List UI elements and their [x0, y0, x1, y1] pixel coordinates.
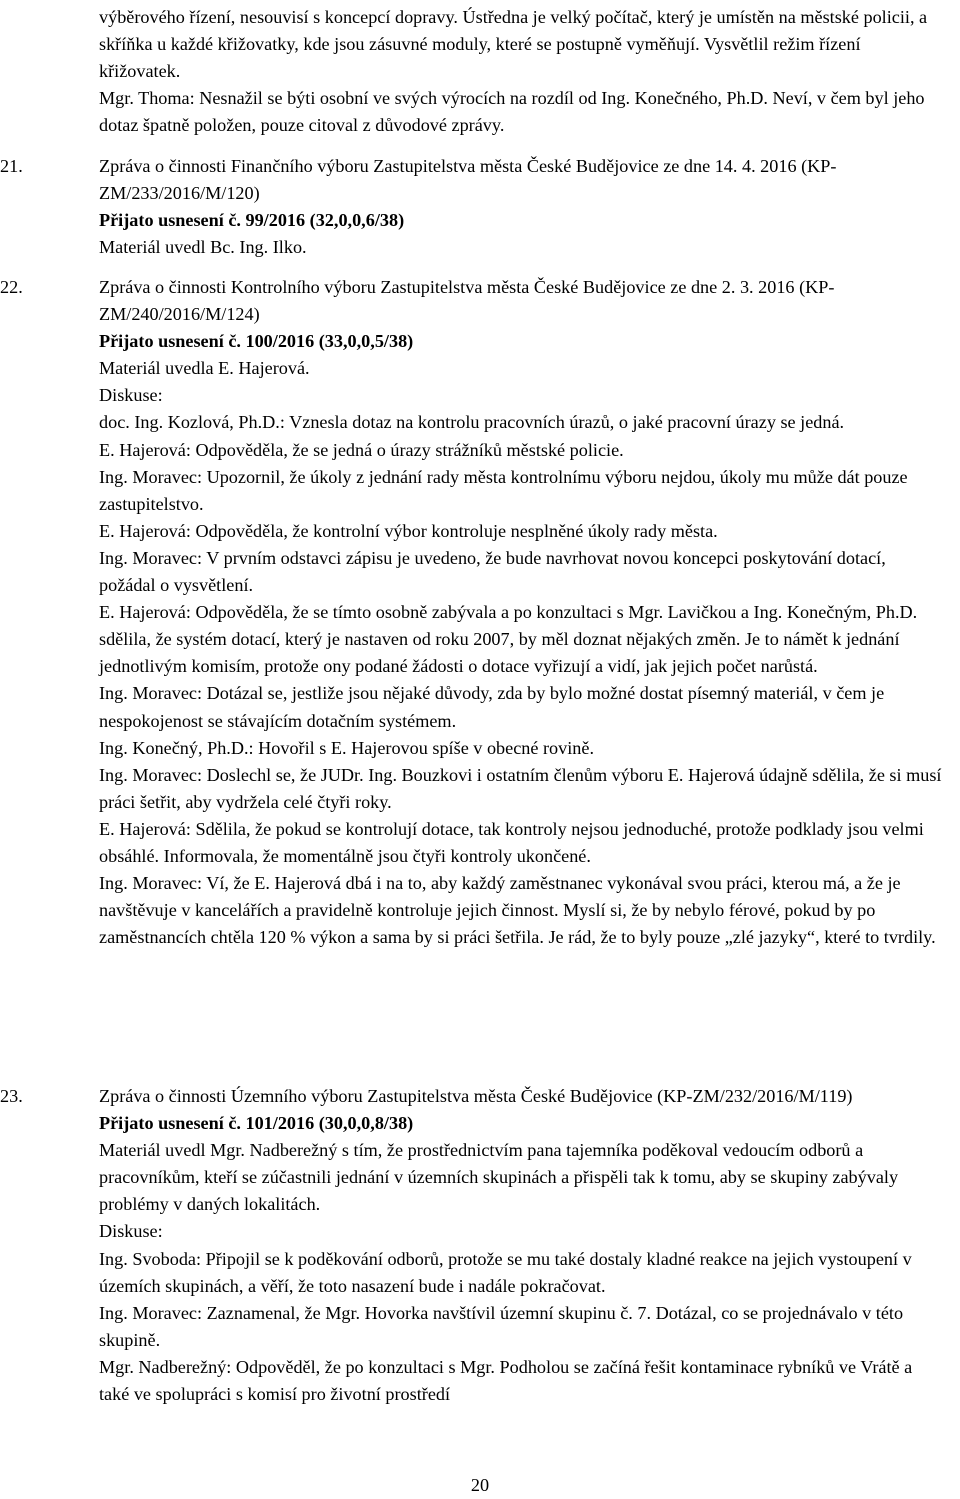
paragraph: Materiál uvedl Mgr. Nadberežný s tím, že prostřednictvím pana tajemníka poděkoval vedoucím odborů a pracovníkům, kteří se zúčastnili jednání v územních skupinách a přispěli tak k tomu, aby se skupiny zabývaly problémy v daných lokalitách. [99, 1140, 899, 1215]
paragraph: Ing. Moravec: Dotázal se, jestliže jsou nějaké důvody, zda by bylo možné dostat písemný materiál, v čem je nespokojenost se stávajícím dotačním systémem. [99, 683, 885, 731]
discussion-label: Diskuse: [99, 1221, 163, 1242]
paragraph: Ing. Moravec: Ví, že E. Hajerová dbá i na to, aby každý zaměstnanec vykonával svou práci, kterou má, a že je navštěvuje v kancelářích a pravidelně kontroluje jejich činnost. Myslí si, že by nebylo férové, pokud by po zaměstnancích chtěla 120 % výkon a sama by si práci šetřila. Je rád, že to byly pouze „zlé jazyky“, které to tvrdily. [99, 873, 936, 948]
resolution: Přijato usnesení č. 101/2016 (30,0,0,8/38) [99, 1113, 414, 1134]
resolution: Přijato usnesení č. 100/2016 (33,0,0,5/38) [99, 331, 414, 352]
agenda-item-23: 23. Zpráva o činnosti Územního výboru Zastupitelstva města České Budějovice (KP-ZM/232/2016/M/119) Přijato usnesení č. 101/2016 (30,0,0,8/38) Materiál uvedl Mgr. Nadberežný s tím, že prostřednictvím pana tajemníka poděkoval vedoucím odborů a pracovníkům, kteří se zúčastnili jednání v územních skupinách a přispěli tak k tomu, aby se skupiny zabývaly problémy v daných lokalitách. Diskuse: Ing. Svoboda: Připojil se k poděkování odborů, protože se mu také dostaly kladné reakce na jejich vystoupení v územích skupinách, a věří, že toto nasazení bude i nadále pokračovat. Ing. Moravec: Zaznamenal, že Mgr. Hovorka navštívil územní skupinu č. 7. Dotázal, co se projednávalo v této skupině. Mgr. Nadberežný: Odpověděl, že po konzultaci s Mgr. Podholou se začíná řešit kontaminace rybníků ve Vrátě a také ve spolupráci s komisí pro životní prostředí [99, 1083, 945, 1408]
paragraph: Mgr. Nadberežný: Odpověděl, že po konzultaci s Mgr. Podholou se začíná řešit kontaminace rybníků ve Vrátě a také ve spolupráci s komisí pro životní prostředí [99, 1356, 913, 1405]
item-title: Zpráva o činnosti Územního výboru Zastupitelstva města České Budějovice (KP-ZM/232/2016/M/119) [99, 1086, 853, 1106]
paragraph: doc. Ing. Kozlová, Ph.D.: Vznesla dotaz na kontrolu pracovních úrazů, o jaké pracovní úrazy se jedná. [99, 412, 845, 433]
paragraph: Materiál uvedl Bc. Ing. Ilko. [99, 237, 307, 258]
paragraph: Ing. Moravec: Upozornil, že úkoly z jednání rady města kontrolnímu výboru nejdou, úkoly mu může dát pouze zastupitelstvo. [99, 466, 908, 514]
paragraph: výběrového řízení, nesouvisí s koncepcí dopravy. Ústředna je velký počítač, který je umístěn na městské policii, a skříňka u každé křižovatky, kde jsou zásuvné moduly, které se postupně vyměňují. Vysvětlil režim řízení křižovatek. [99, 7, 928, 82]
paragraph: E. Hajerová: Odpověděla, že se tímto osobně zabývala a po konzultaci s Mgr. Lavičkou a Ing. Konečným, Ph.D. sdělila, že systém dotací, který je nastaven od roku 2007, by měl doznat nějakých změn. Je to námět k jednání jednotlivým komisím, protože ony podané žádosti o dotace vyřizují a vidí, jak jejich počet narůstá. [99, 602, 918, 677]
item-title: Zpráva o činnosti Finančního výboru Zastupitelstva města České Budějovice ze dne 14. 4. 2016 (KP-ZM/233/2016/M/120) [99, 156, 837, 204]
paragraph: Ing. Moravec: Doslechl se, že JUDr. Ing. Bouzkovi i ostatním členům výboru E. Hajerová údajně sdělila, že si musí práci šetřit, aby vydržela celé čtyři roky. [99, 764, 942, 812]
paragraph: E. Hajerová: Odpověděla, že kontrolní výbor kontroluje nesplněné úkoly rady města. [99, 520, 718, 541]
item-title: Zpráva o činnosti Kontrolního výboru Zastupitelstva města České Budějovice ze dne 2. 3. 2016 (KP-ZM/240/2016/M/124) [99, 277, 835, 325]
agenda-item-21: 21. Zpráva o činnosti Finančního výboru Zastupitelstva města České Budějovice ze dne 14. 4. 2016 (KP-ZM/233/2016/M/120) Přijato usnesení č. 99/2016 (32,0,0,6/38) Materiál uvedl Bc. Ing. Ilko. [99, 153, 945, 261]
discussion-label: Diskuse: [99, 385, 163, 406]
agenda-item-22: 22. Zpráva o činnosti Kontrolního výboru Zastupitelstva města České Budějovice ze dne 2. 3. 2016 (KP-ZM/240/2016/M/124) Přijato usnesení č. 100/2016 (33,0,0,5/38) Materiál uvedla E. Hajerová. Diskuse: doc. Ing. Kozlová, Ph.D.: Vznesla dotaz na kontrolu pracovních úrazů, o jaké pracovní úrazy se jedná. E. Hajerová: Odpověděla, že se jedná o úrazy strážníků městské policie. Ing. Moravec: Upozornil, že úkoly z jednání rady města kontrolnímu výboru nejdou, úkoly mu může dát pouze zastupitelstvo. E. Hajerová: Odpověděla, že kontrolní výbor kontroluje nesplněné úkoly rady města. Ing. Moravec: V prvním odstavci zápisu je uvedeno, že bude navrhovat novou koncepci poskytování dotací, požádal o vysvětlení. E. Hajerová: Odpověděla, že se tímto osobně zabývala a po konzultaci s Mgr. Lavičkou a Ing. Konečným, Ph.D. sdělila, že systém dotací, který je nastaven od roku 2007, by měl doznat nějakých změn. Je to námět k jednání jednotlivým komisím, protože ony podané žádosti o dotace vyřizují a vidí, jak jejich počet narůstá. Ing. Moravec: Dotázal se, jestliže jsou nějaké důvody, zda by bylo možné dostat písemný materiál, v čem je nespokojenost se stávajícím dotačním systémem. Ing. Konečný, Ph.D.: Hovořil s E. Hajerovou spíše v obecné rovině. Ing. Moravec: Doslechl se, že JUDr. Ing. Bouzkovi i ostatním členům výboru E. Hajerová údajně sdělila, že si musí práci šetřit, aby vydržela celé čtyři roky. E. Hajerová: Sdělila, že pokud se kontrolují dotace, tak kontroly nejsou jednoduché, protože podklady jsou velmi obsáhlé. Informovala, že momentálně jsou čtyři kontroly ukončené. Ing. Moravec: Ví, že E. Hajerová dbá i na to, aby každý zaměstnanec vykonával svou práci, kterou má, a že je navštěvuje v kancelářích a pravidelně kontroluje jejich činnost. Myslí si, že by nebylo férové, pokud by po zaměstnancích chtěla 120 % výkon a sama by si práci šetřila. Je rád, že to byly pouze „zlé jazyky“, které to tvrdily. [99, 274, 945, 951]
paragraph: Materiál uvedla E. Hajerová. [99, 358, 310, 379]
paragraph: Ing. Moravec: Zaznamenal, že Mgr. Hovorka navštívil územní skupinu č. 7. Dotázal, co se projednávalo v této skupině. [99, 1302, 904, 1350]
paragraph: E. Hajerová: Odpověděla, že se jedná o úrazy strážníků městské policie. [99, 439, 624, 460]
paragraph: Ing. Svoboda: Připojil se k poděkování odborů, protože se mu také dostaly kladné reakce na jejich vystoupení v územích skupinách, a věří, že toto nasazení bude i nadále pokračovat. [99, 1248, 912, 1296]
paragraph: Ing. Konečný, Ph.D.: Hovořil s E. Hajerovou spíše v obecné rovině. [99, 737, 595, 758]
paragraph: Ing. Moravec: V prvním odstavci zápisu je uvedeno, že bude navrhovat novou koncepci poskytování dotací, požádal o vysvětlení. [99, 547, 886, 596]
intro-text [99, 4, 945, 139]
paragraph: E. Hajerová: Sdělila, že pokud se kontrolují dotace, tak kontroly nejsou jednoduché, protože podklady jsou velmi obsáhlé. Informovala, že momentálně jsou čtyři kontroly ukončené. [99, 818, 924, 866]
paragraph: Mgr. Thoma: Nesnažil se býti osobní ve svých výrocích na rozdíl od Ing. Konečného, Ph.D. Neví, v čem byl jeho dotaz špatně položen, pouze citoval z důvodové zprávy. [99, 88, 925, 136]
page-number: 20 [470, 1475, 490, 1495]
resolution: Přijato usnesení č. 99/2016 (32,0,0,6/38) [99, 210, 405, 231]
